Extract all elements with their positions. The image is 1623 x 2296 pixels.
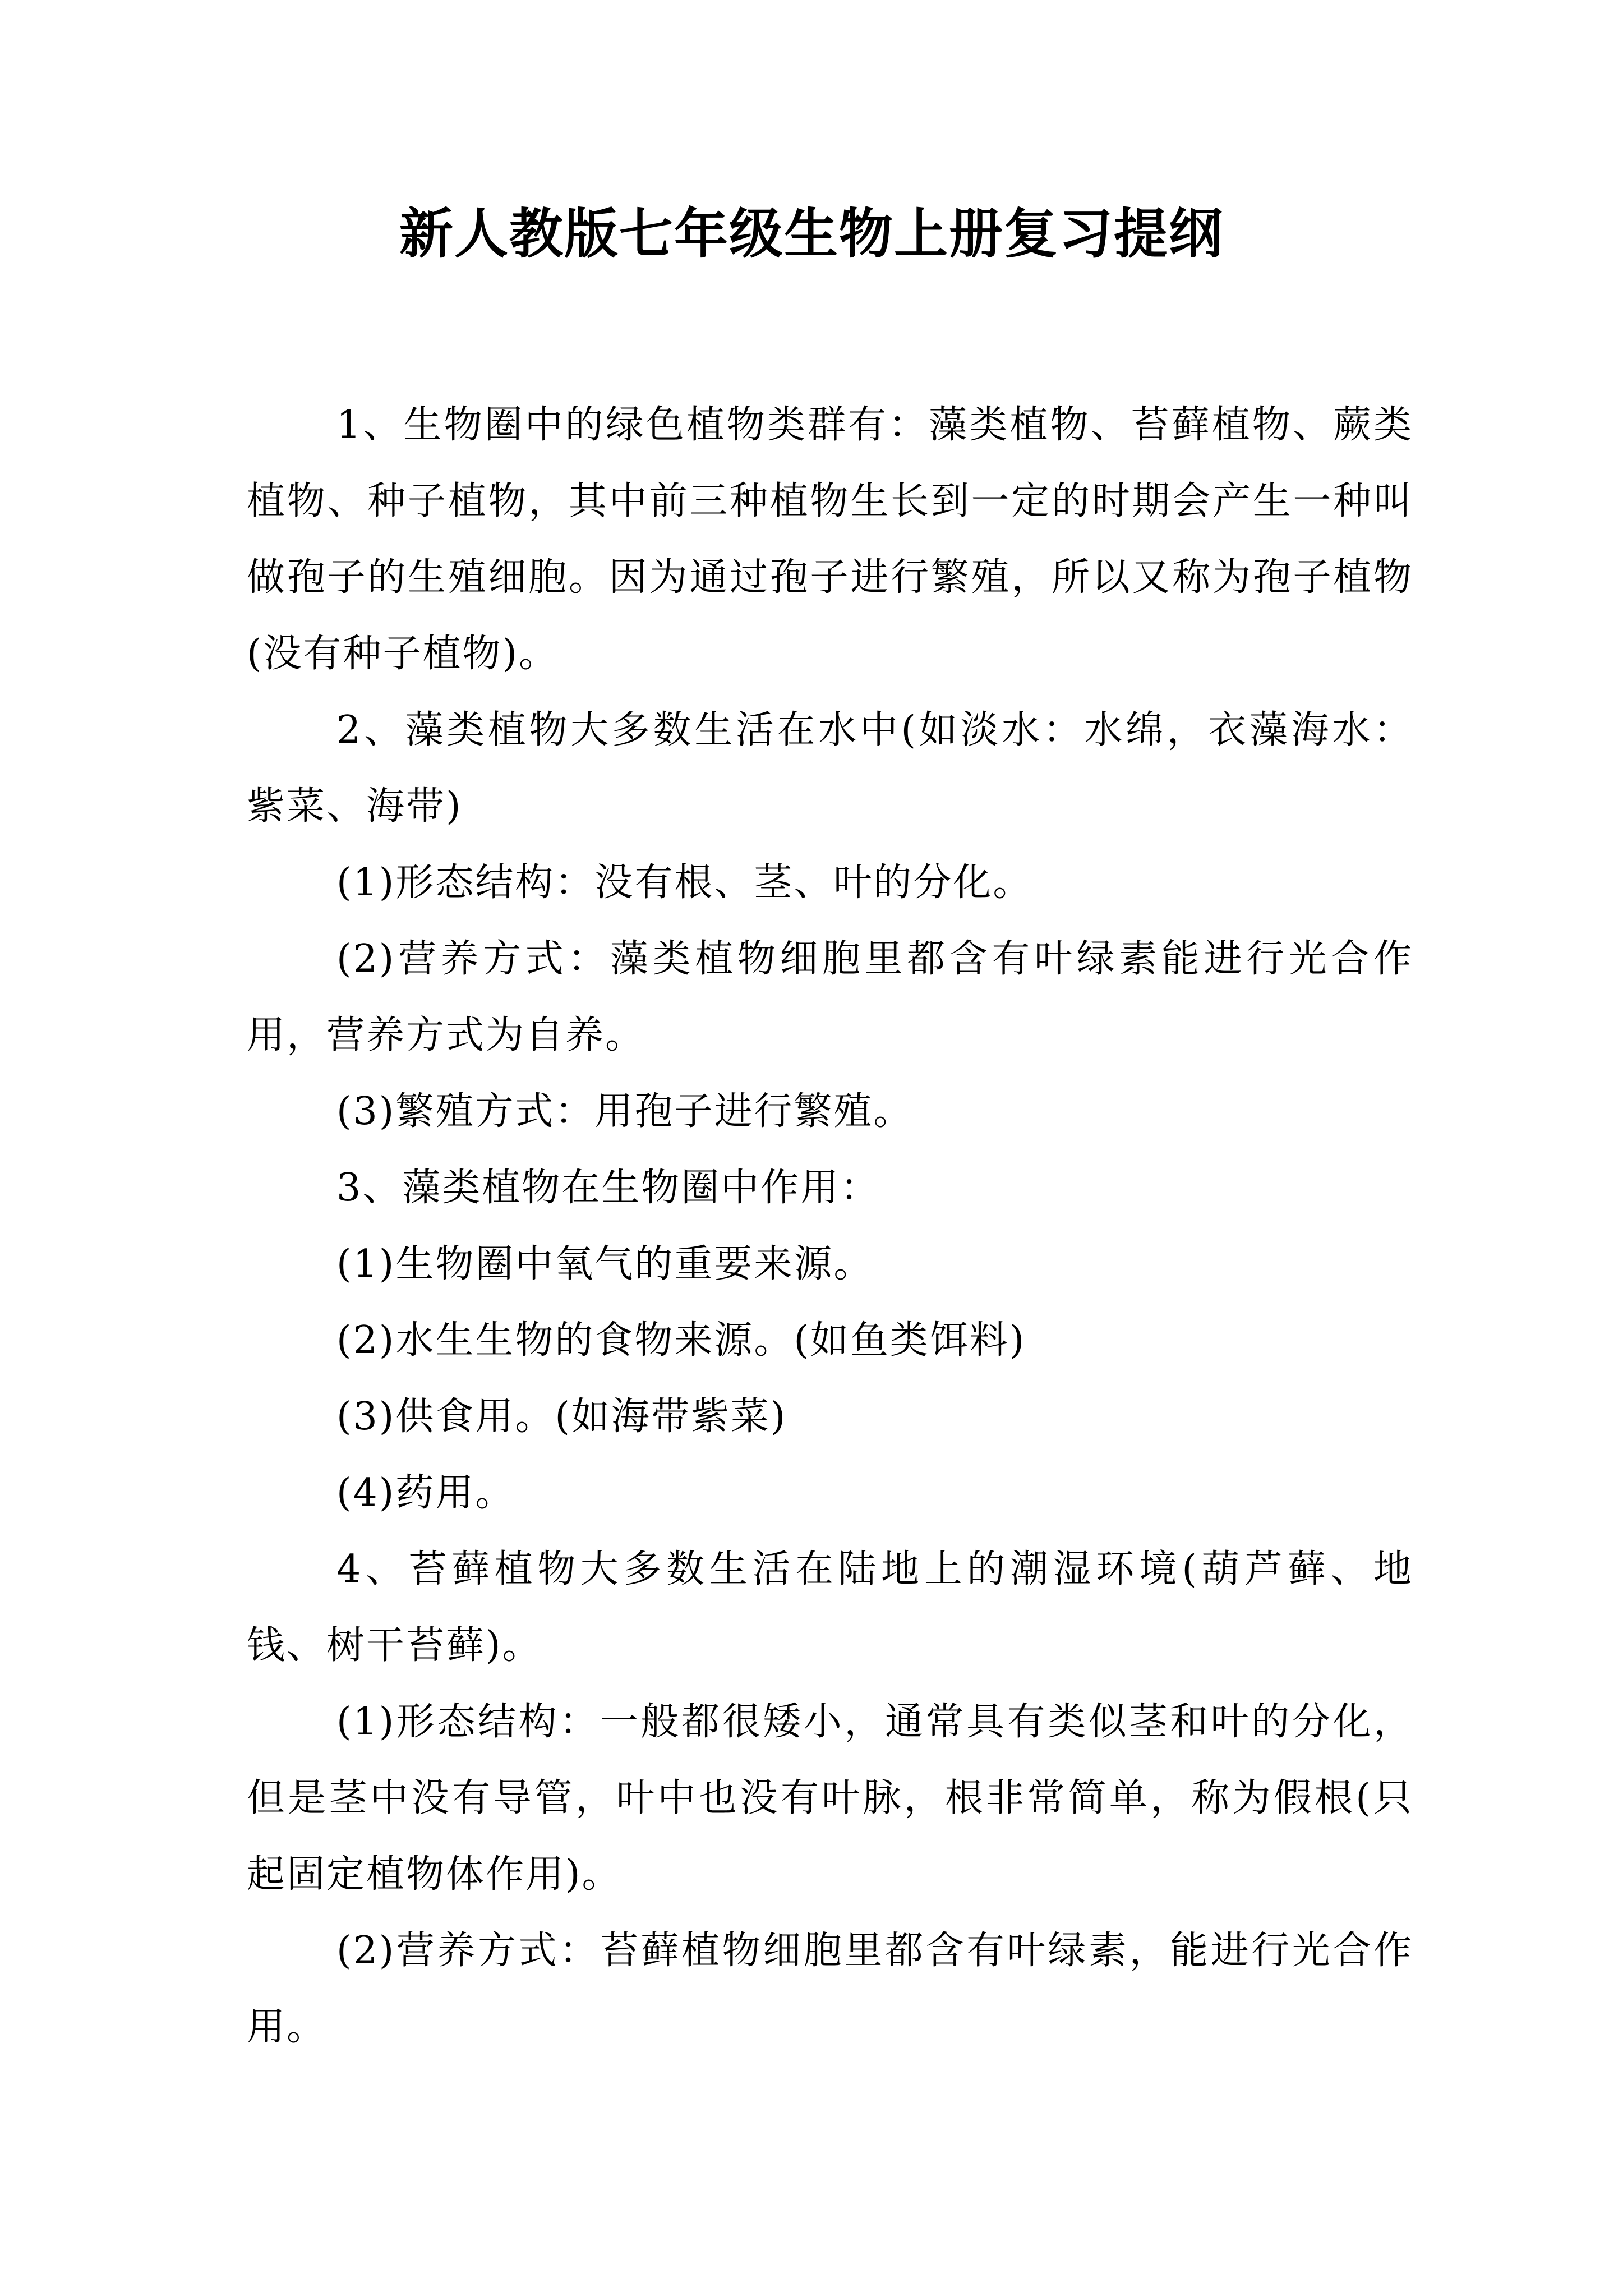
paragraph: (1)形态结构：一般都很矮小，通常具有类似茎和叶的分化，但是茎中没有导管，叶中也没有叶脉，根非常简单，称为假根(只起固定植物体作用)。 (247, 1700, 1413, 1897)
paragraph: (4)药用。 (336, 1471, 515, 1515)
paragraph: (1)形态结构：没有根、茎、叶的分化。 (336, 861, 1033, 905)
paragraph: (2)营养方式：藻类植物细胞里都含有叶绿素能进行光合作用，营养方式为自养。 (247, 937, 1413, 1057)
paragraph: (3)供食用。(如海带紫菜) (336, 1395, 787, 1439)
paragraph: 3、藻类植物在生物圈中作用： (336, 1166, 880, 1210)
paragraph: 4、苔藓植物大多数生活在陆地上的潮湿环境(葫芦藓、地钱、树干苔藓)。 (247, 1547, 1413, 1668)
paragraph: 1、生物圈中的绿色植物类群有：藻类植物、苔藓植物、蕨类植物、种子植物，其中前三种植物生长到一定的时期会产生一种叫做孢子的生殖细胞。因为通过孢子进行繁殖，所以又称为孢子植物(没有种子植物)。 (247, 403, 1413, 676)
paragraph: 2、藻类植物大多数生活在水中(如淡水：水绵，衣藻海水：紫菜、海带) (247, 708, 1413, 829)
document-body (247, 387, 1413, 2065)
document-title: 新人教版七年级生物上册复习提纲 (399, 203, 1224, 265)
paragraph: (2)营养方式：苔藓植物细胞里都含有叶绿素，能进行光合作用。 (247, 1929, 1413, 2049)
paragraph: (3)繁殖方式：用孢子进行繁殖。 (336, 1089, 914, 1134)
paragraph: (1)生物圈中氧气的重要来源。 (336, 1242, 874, 1286)
paragraph: (2)水生生物的食物来源。(如鱼类饵料) (336, 1318, 1026, 1363)
